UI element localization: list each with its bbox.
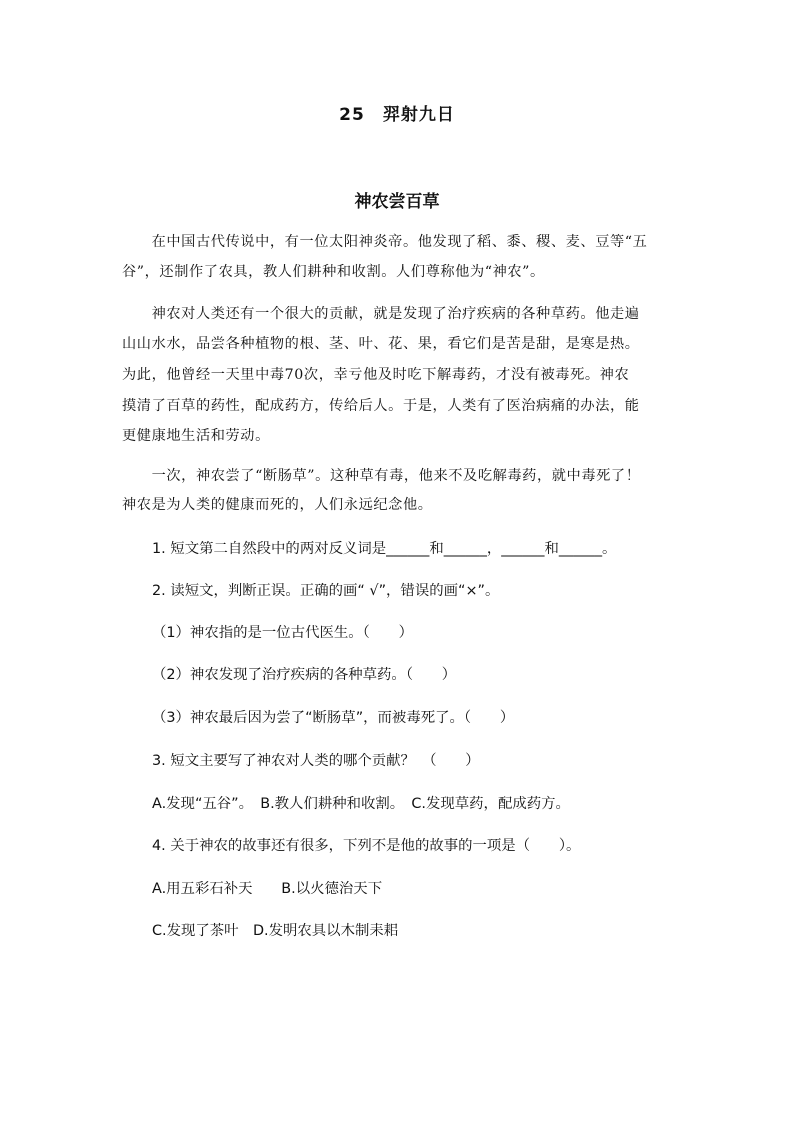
question-2: 2. 读短文，判断正误。正确的画“ √”，错误的画“×”。 [152,583,500,599]
passage-line: 更健康地生活和劳动。 [122,428,270,444]
passage-line: 一次，神农尝了“断肠草”。这种草有毒，他来不及吃解毒药，就中毒死了！ [122,468,641,484]
passage-line: 摸清了百草的药性，配成药方，传给后人。于是，人类有了医治病痛的办法，能 [122,398,640,414]
passage-title: 神农尝百草 [354,192,440,212]
passage-line: 为此，他曾经一天里中毒70次，幸亏他及时吃下解毒药，才没有被毒死。神农 [122,367,630,383]
question-1: 1. 短文第二自然段中的两对反义词是______和______，______和______。 [152,541,617,557]
question-4-options-ab: A.用五彩石补天 B.以火德治天下 [152,881,383,897]
passage-line: 谷”，还制作了农具，教人们耕种和收割。人们尊称他为“神农”。 [122,264,545,280]
question-4: 4. 关于神农的故事还有很多，下列不是他的故事的一项是（ ）。 [152,838,581,854]
question-2-item-2: （2）神农发现了治疗疾病的各种草药。（ ） [152,667,457,683]
question-3: 3. 短文主要写了神农对人类的哪个贡献？ （ ） [152,753,480,769]
passage-line: 山山水水，品尝各种植物的根、茎、叶、花、果，看它们是苦是甜，是寒是热。 [122,336,640,352]
passage-line: 神农是为人类的健康而死的，人们永远纪念他。 [122,497,433,513]
question-2-item-3: （3）神农最后因为尝了“断肠草”，而被毒死了。（ ） [152,710,515,726]
passage-line: 在中国古代传说中，有一位太阳神炎帝。他发现了稻、黍、稷、麦、豆等“五 [122,234,648,250]
question-2-item-1: （1）神农指的是一位古代医生。（ ） [152,625,413,641]
passage-line: 神农对人类还有一个很大的贡献，就是发现了治疗疾病的各种草药。他走遍 [122,306,640,322]
question-3-options: A.发现“五谷”。 B.教人们耕种和收割。 C.发现草药，配成药方。 [152,796,570,812]
page-title: 25 羿射九日 [339,105,455,125]
question-4-options-cd: C.发现了茶叶 D.发明农具以木制耒耜 [152,923,399,939]
